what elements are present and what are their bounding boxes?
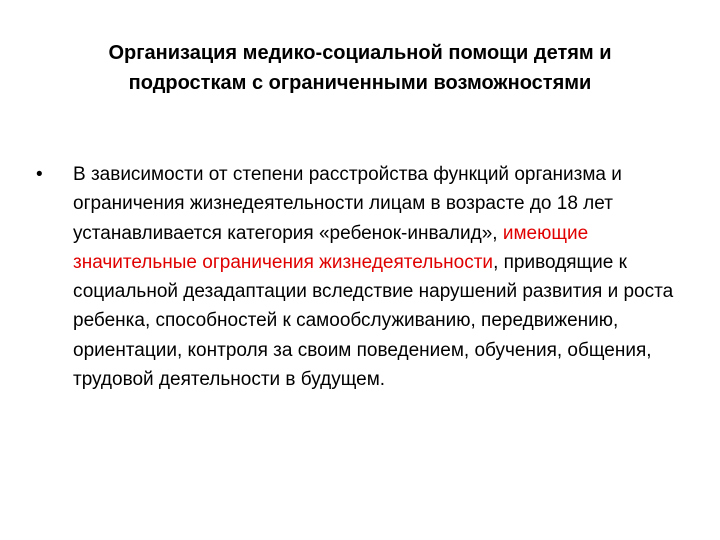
bullet-text-before: В зависимости от степени расстройства функций организма и ограничения жизнедеятельности лицам в возрасте до 18 лет устанавливается категория «ребенок-инвалид»,	[73, 164, 622, 244]
title-line-2: подросткам с ограниченными возможностями	[128, 72, 592, 94]
title-line-1: Организация медико-социальной помощи детям и	[108, 42, 612, 64]
slide-title	[40, 38, 680, 98]
bullet-text-highlight: имеющие значительные ограничения жизнедеятельности	[73, 222, 589, 273]
bullet-item	[36, 160, 686, 394]
bullet-list	[36, 160, 686, 394]
bullet-marker: •	[36, 164, 43, 185]
bullet-text-after: , приводящие к социальной дезадаптации вследствие нарушений развития и роста ребенка, способностей к самообслуживанию, передвижению, ориентации, контроля за своим поведением, обучения, общения, трудовой деятельности в будущем.	[73, 251, 674, 391]
